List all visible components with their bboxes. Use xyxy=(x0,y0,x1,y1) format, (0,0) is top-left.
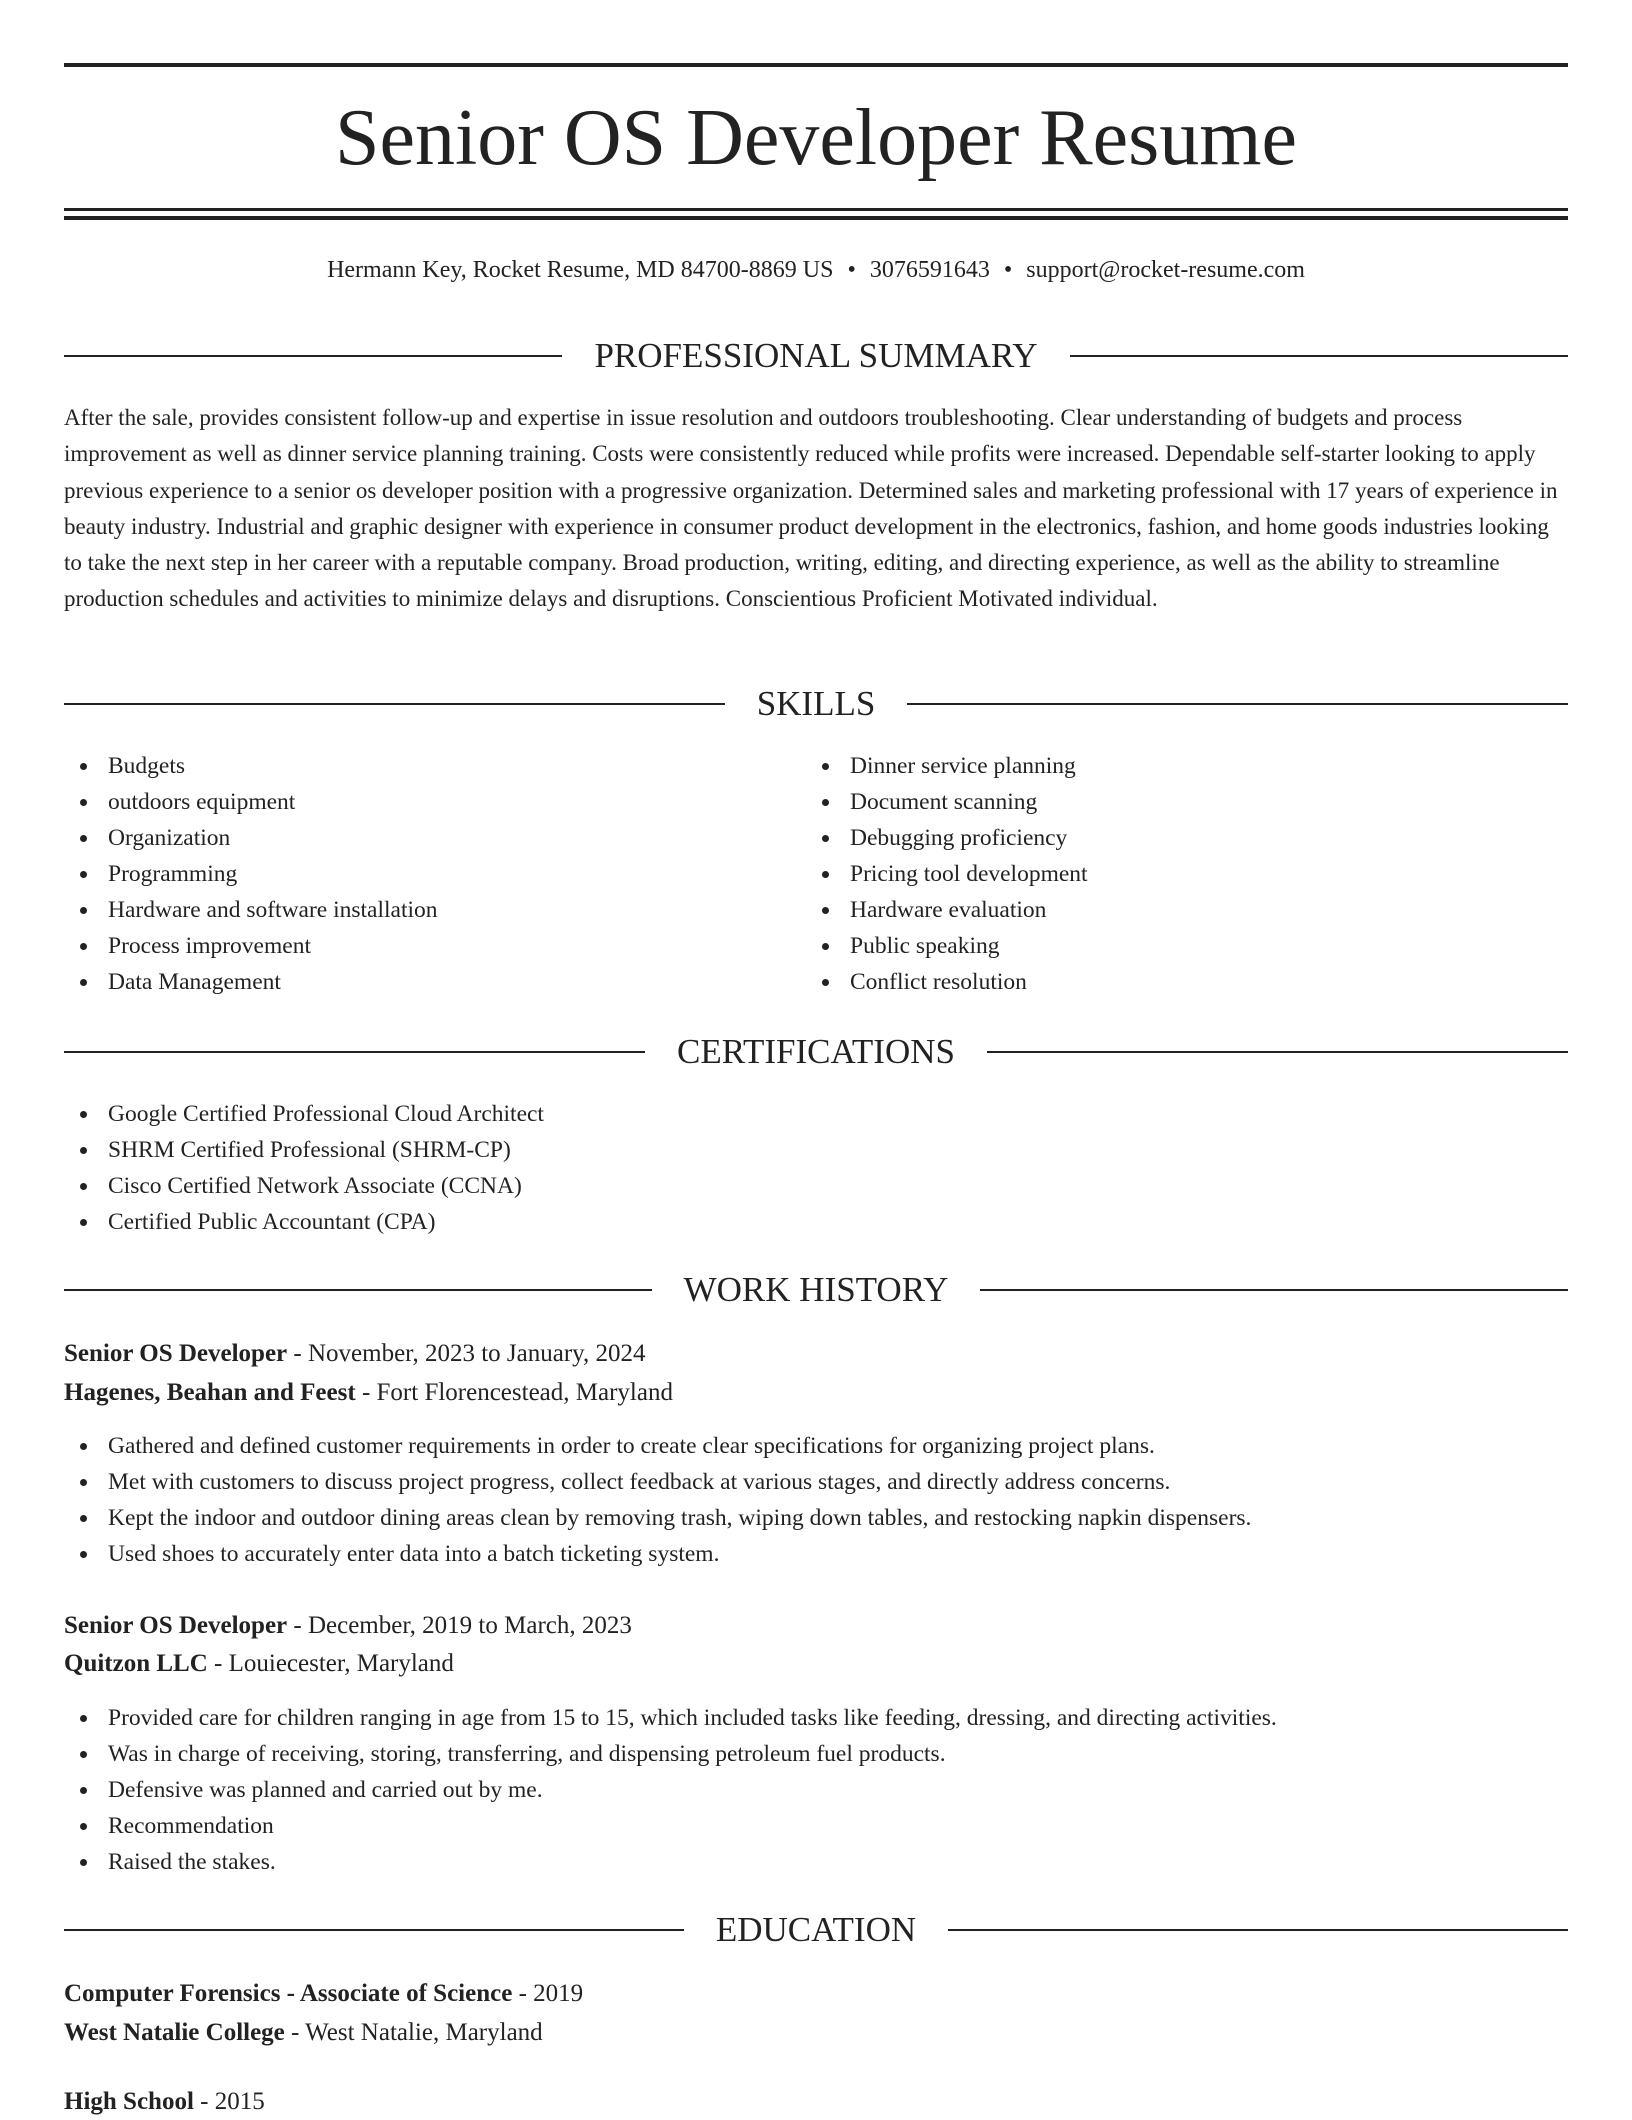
certification-item: SHRM Certified Professional (SHRM-CP) xyxy=(64,1132,544,1168)
heading-rule xyxy=(1070,355,1568,357)
heading-rule xyxy=(64,1051,645,1053)
heading-rule xyxy=(64,703,725,705)
heading-rule xyxy=(980,1289,1568,1291)
heading-rule xyxy=(64,355,562,357)
job-title-line xyxy=(64,1336,646,1372)
contact-email: support@rocket-resume.com xyxy=(1026,257,1305,283)
contact-separator: • xyxy=(847,257,856,283)
section-title: PROFESSIONAL SUMMARY xyxy=(594,336,1038,375)
skill-item: Dinner service planning xyxy=(806,748,1088,784)
section-heading-work-history xyxy=(64,1270,1568,1310)
job-title: Senior OS Developer xyxy=(64,1612,288,1639)
job-bullet: Gathered and defined customer requirements in order to create clear specifications for organizing project plans. xyxy=(64,1428,1251,1464)
top-rule xyxy=(64,63,1568,67)
contact-line xyxy=(64,254,1568,286)
certification-item: Certified Public Accountant (CPA) xyxy=(64,1204,544,1240)
title-rule-upper xyxy=(64,208,1568,211)
section-title: SKILLS xyxy=(756,684,876,723)
section-heading-certifications xyxy=(64,1032,1568,1072)
dash: - xyxy=(291,2019,300,2046)
skill-item: Pricing tool development xyxy=(806,856,1088,892)
title-rule-lower xyxy=(64,216,1568,220)
education-school-line xyxy=(64,2015,543,2051)
contact-phone: 3076591643 xyxy=(869,257,990,283)
contact-address: Hermann Key, Rocket Resume, MD 84700-8869 US xyxy=(327,257,834,283)
skill-item: Hardware and software installation xyxy=(64,892,438,928)
job-bullets xyxy=(64,1700,1277,1880)
job-bullet: Met with customers to discuss project progress, collect feedback at various stages, and directly address concerns. xyxy=(64,1464,1251,1500)
education-year: 2019 xyxy=(533,1980,584,2007)
job-location: Fort Florencestead, Maryland xyxy=(376,1379,673,1406)
job-bullet: Defensive was planned and carried out by me. xyxy=(64,1772,1277,1808)
job-company-line xyxy=(64,1375,673,1411)
education-degree: Computer Forensics - Associate of Science xyxy=(64,1980,513,2007)
dash: - xyxy=(214,1650,223,1677)
skill-item: Programming xyxy=(64,856,438,892)
job-bullet: Kept the indoor and outdoor dining areas clean by removing trash, wiping down tables, and restocking napkin dispensers. xyxy=(64,1500,1251,1536)
job-bullet: Used shoes to accurately enter data into a batch ticketing system. xyxy=(64,1536,1251,1572)
certifications-list xyxy=(64,1096,544,1240)
job-company: Quitzon LLC xyxy=(64,1650,208,1677)
heading-rule xyxy=(987,1051,1568,1053)
education-degree-line xyxy=(64,2084,265,2120)
skill-item: Organization xyxy=(64,820,438,856)
skill-item: Conflict resolution xyxy=(806,964,1088,1000)
job-bullets xyxy=(64,1428,1251,1572)
summary-paragraph: After the sale, provides consistent follow-up and expertise in issue resolution and outdoors troubleshooting. Clear understanding of budgets and process improvement as well as dinner service planning training. Costs were consistently reduced while profits were increased. Dependable self-starter looking to apply previous experience to a senior os developer position with a progressive organization. Determined sales and marketing professional with 17 years of experience in beauty industry. Industrial and graphic designer with experience in consumer product development in the electronics, fashion, and home goods industries looking to take the next step in her career with a reputable company. Broad production, writing, editing, and directing experience, as well as the ability to streamline production schedules and activities to minimize delays and disruptions. Conscientious Proficient Motivated individual. xyxy=(64,405,1558,612)
heading-rule xyxy=(64,1289,652,1291)
job-company: Hagenes, Beahan and Feest xyxy=(64,1379,356,1406)
job-title: Senior OS Developer xyxy=(64,1340,288,1367)
job-location: Louiecester, Maryland xyxy=(228,1650,454,1677)
job-dates: November, 2023 to January, 2024 xyxy=(307,1340,646,1367)
education-degree-line xyxy=(64,1976,583,2012)
dash: - xyxy=(293,1340,302,1367)
certification-item: Google Certified Professional Cloud Architect xyxy=(64,1096,544,1132)
dash: - xyxy=(200,2088,209,2115)
skill-item: Hardware evaluation xyxy=(806,892,1088,928)
skill-item: Budgets xyxy=(64,748,438,784)
education-degree: High School xyxy=(64,2088,194,2115)
job-dates: December, 2019 to March, 2023 xyxy=(307,1612,632,1639)
skill-item: Data Management xyxy=(64,964,438,1000)
section-title: CERTIFICATIONS xyxy=(677,1032,955,1071)
skill-item: Process improvement xyxy=(64,928,438,964)
heading-rule xyxy=(907,703,1568,705)
job-title-line xyxy=(64,1608,632,1644)
dash: - xyxy=(518,1980,527,2007)
skill-item: Debugging proficiency xyxy=(806,820,1088,856)
skills-list-left xyxy=(64,748,438,1000)
contact-separator: • xyxy=(1003,257,1013,283)
job-bullet: Recommendation xyxy=(64,1808,1277,1844)
page-title: Senior OS Developer Resume xyxy=(334,94,1298,182)
heading-rule xyxy=(64,1929,684,1931)
dash: - xyxy=(361,1379,371,1406)
heading-rule xyxy=(948,1929,1568,1931)
skill-item: outdoors equipment xyxy=(64,784,438,820)
certification-item: Cisco Certified Network Associate (CCNA) xyxy=(64,1168,544,1204)
education-year: 2015 xyxy=(214,2088,265,2115)
skill-item: Document scanning xyxy=(806,784,1088,820)
section-heading-skills xyxy=(64,684,1568,724)
job-bullet: Was in charge of receiving, storing, transferring, and dispensing petroleum fuel products. xyxy=(64,1736,1277,1772)
section-title: WORK HISTORY xyxy=(683,1270,949,1309)
dash: - xyxy=(293,1612,302,1639)
skill-item: Public speaking xyxy=(806,928,1088,964)
section-heading-education xyxy=(64,1910,1568,1950)
education-location: West Natalie, Maryland xyxy=(305,2019,543,2046)
job-company-line xyxy=(64,1646,454,1682)
education-school: West Natalie College xyxy=(64,2019,285,2046)
section-heading-summary xyxy=(64,336,1568,376)
skills-list-right xyxy=(806,748,1088,1000)
job-bullet: Raised the stakes. xyxy=(64,1844,1277,1880)
job-bullet: Provided care for children ranging in age from 15 to 15, which included tasks like feeding, dressing, and directing activities. xyxy=(64,1700,1277,1736)
section-title: EDUCATION xyxy=(715,1910,917,1949)
